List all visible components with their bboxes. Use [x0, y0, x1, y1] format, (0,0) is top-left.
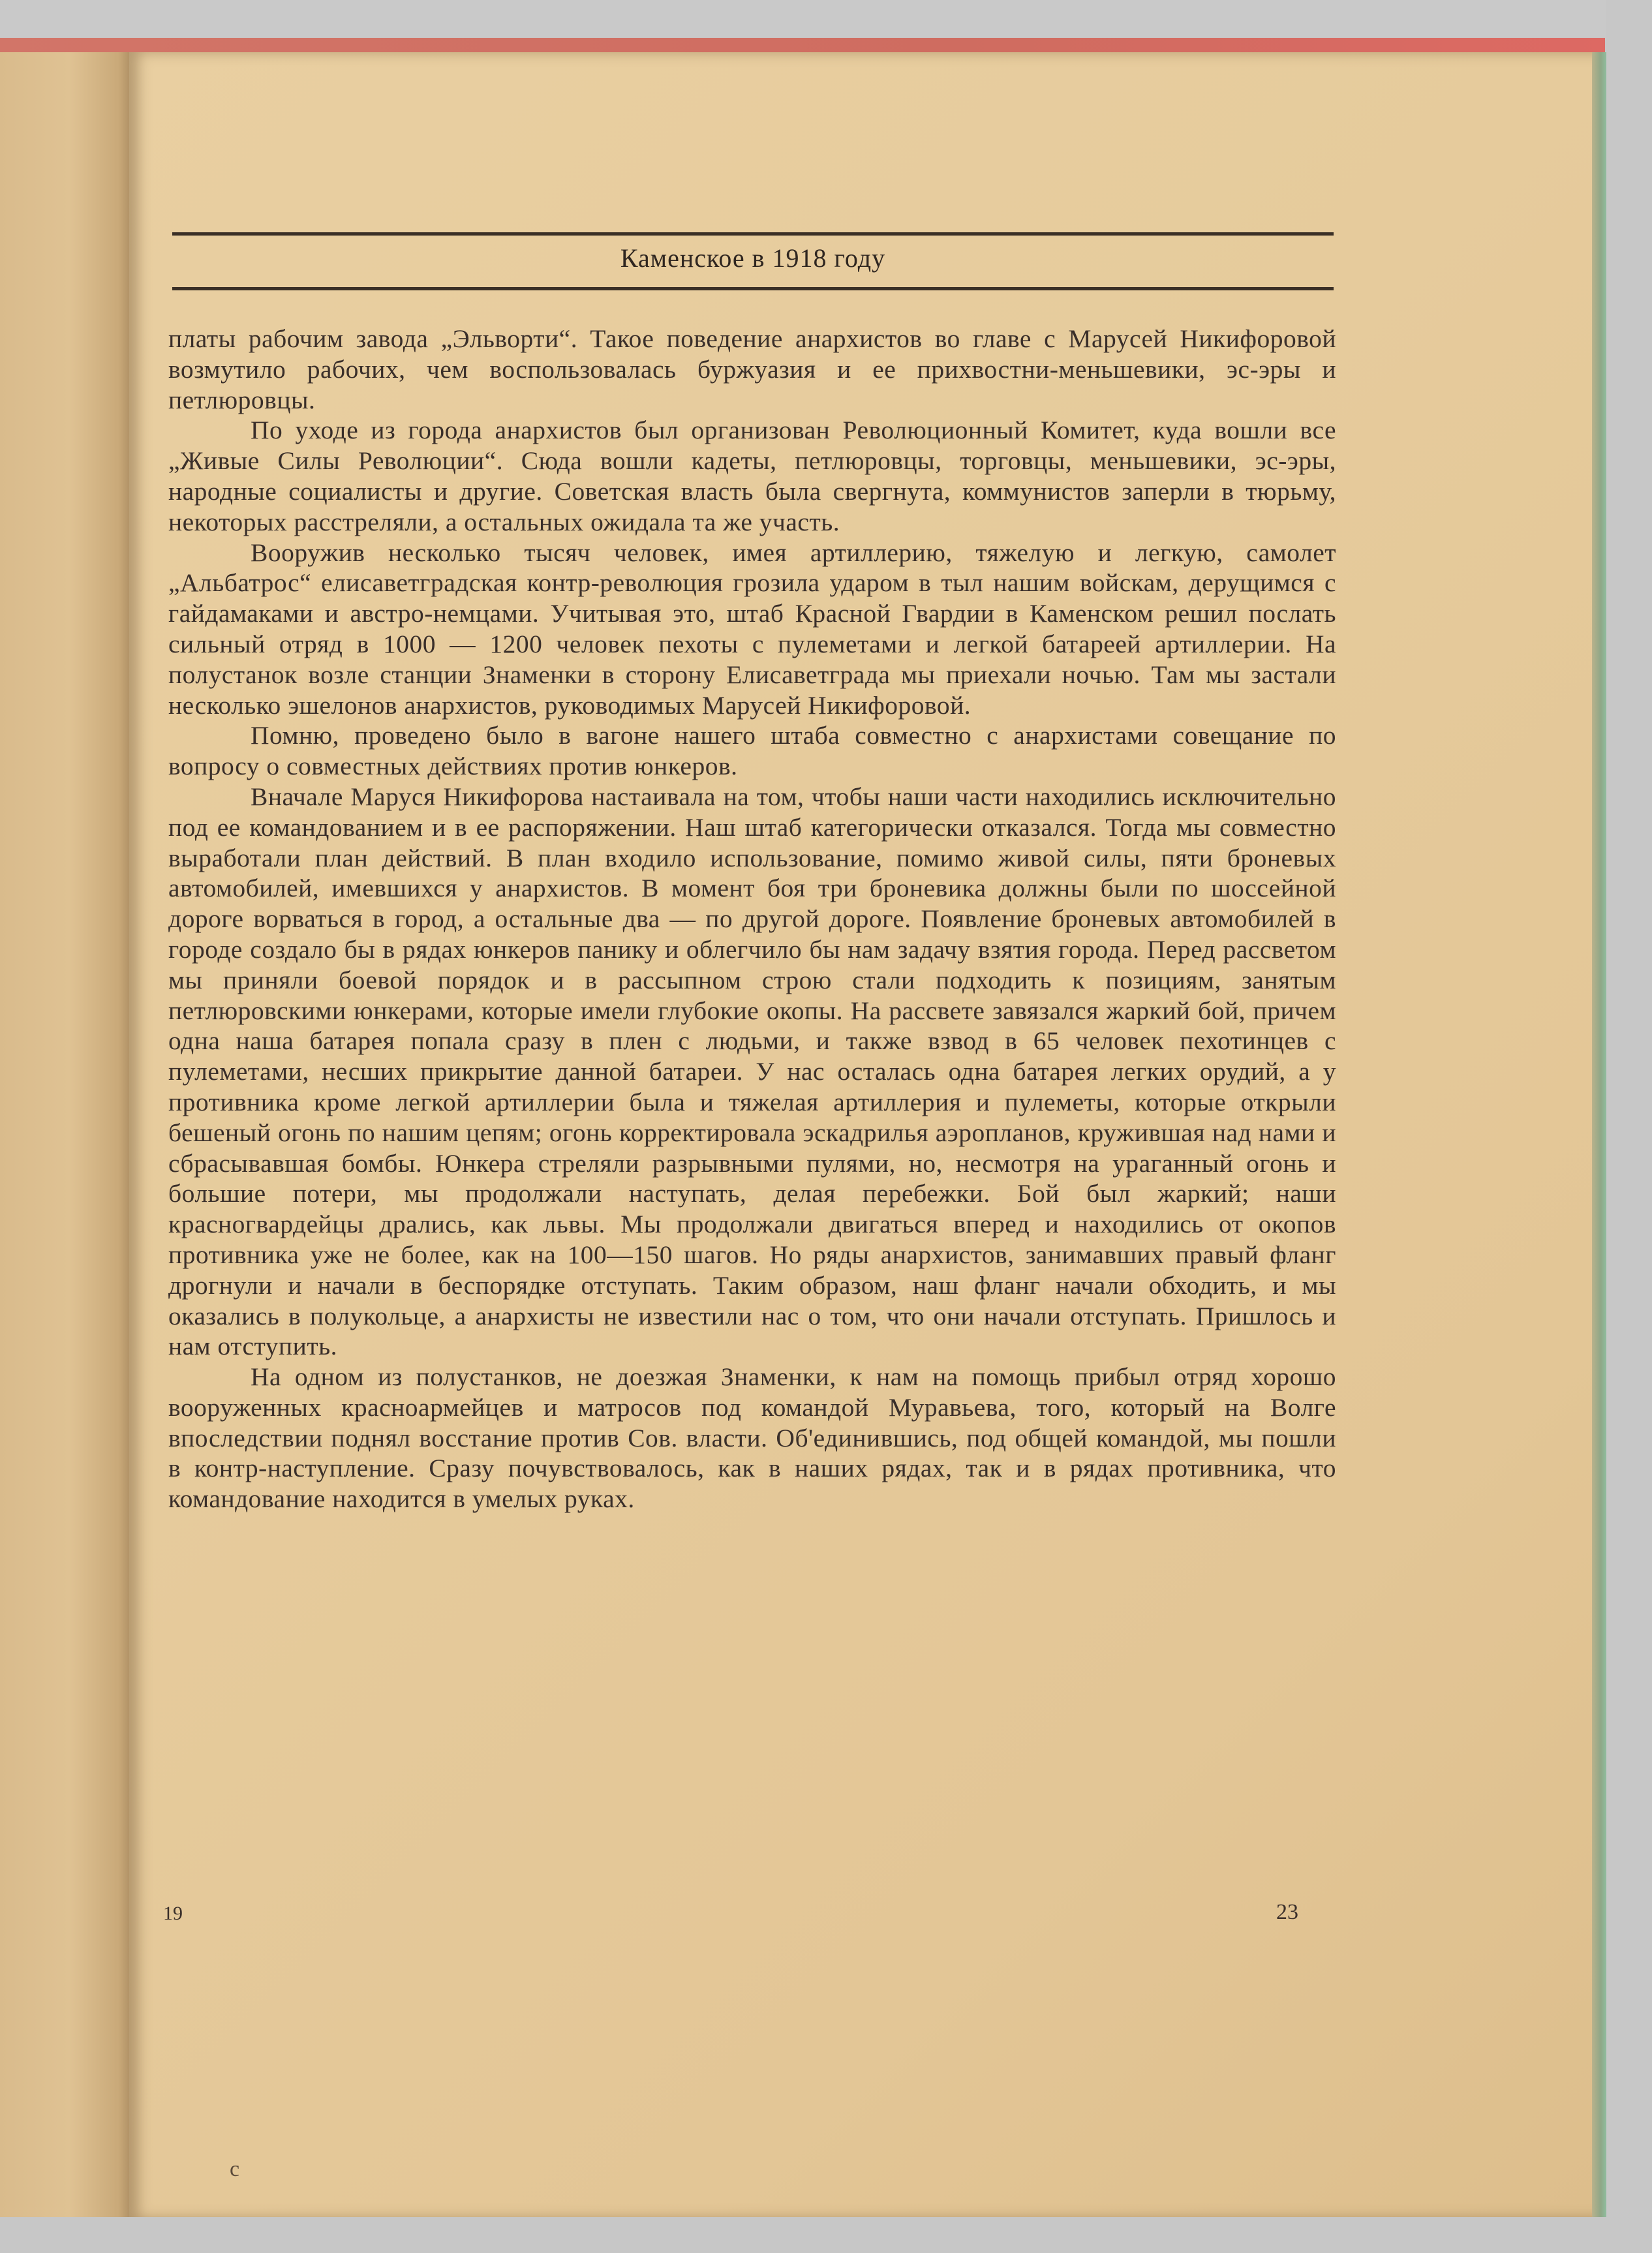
paragraph: платы рабочим завода „Эльворти“. Такое поведение анархистов во главе с Марусей Никифоровой возмутило рабочих, чем воспользовалась буржуазия и ее прихвостни-меньшевики, эс-эры и петлюровцы. [168, 324, 1336, 414]
scan-background-bottom [0, 2217, 1652, 2253]
header-rule-top [172, 232, 1334, 236]
left-page-edge [0, 52, 140, 2218]
green-cover-edge [1592, 52, 1606, 2218]
paragraph: Помню, проведено было в вагоне нашего штаба совместно с анархистами совещание по вопросу о совместных действиях против юнкеров. [168, 721, 1336, 781]
running-header: Каменское в 1918 году [620, 243, 886, 273]
paragraph: По уходе из города анархистов был организован Революционный Комитет, куда вошли все „Живые Силы Революции“. Сюда вошли кадеты, петлюровцы, торговцы, меньшевики, эс-эры, народные социалисты и другие. Советская власть была свергнута, коммунистов заперли в тюрьму, некоторых расстреляли, а остальных ожидала та же участь. [168, 416, 1336, 536]
paragraph: На одном из полустанков, не доезжая Знаменки, к нам на помощь прибыл отряд хорошо вооруженных красноармейцев и матросов под командой Муравьева, того, который на Волге впоследствии поднял восстание против Сов. власти. Об'единившись, под общей командой, мы пошли в контр-наступление. Сразу почувствовалось, как в наших рядах, так и в рядах противника, что командование находится в умелых руках. [168, 1362, 1336, 1514]
signature-mark: 19 [163, 1903, 183, 1924]
scan-background-right [1606, 0, 1652, 2253]
header-rule-bottom [172, 287, 1334, 290]
scan-background-top [0, 0, 1652, 40]
ink-smudge: c [230, 2157, 240, 2181]
paragraph: Вначале Маруся Никифорова настаивала на том, чтобы наши части находились исключительно под ее командованием и в ее распоряжении. Наш штаб категорически отказался. Тогда мы совместно выработали план действий. В план входило использование, помимо живой силы, пяти броневых автомобилей, имевшихся у анархистов. В момент боя три броневика должны были по шоссейной дороге ворваться в город, а остальные два — по другой дороге. Появление броневых автомобилей в городе создало бы в рядах юнкеров панику и облегчило бы нам задачу взятия города. Перед рассветом мы приняли боевой порядок и в рассыпном строю стали подходить к позициям, занятым петлюровскими юнкерами, которые имели глубокие окопы. На рассвете завязался жаркий бой, причем одна наша батарея попала сразу в плен с людьми, и также взвод в 65 человек пехотинцев с пулеметами, несших прикрытие данной батареи. У нас осталась одна батарея легких орудий, а у противника кроме легкой артиллерии была и тяжелая артиллерия и пулеметы, которые открыли бешеный огонь по нашим цепям; огонь корректировала эскадрилья аэропланов, кружившая над нами и сбрасывавшая бомбы. Юнкера стреляли разрывными пулями, но, несмотря на ураганный огонь и большие потери, мы продолжали наступать, делая перебежки. Бой был жаркий; наши красногвардейцы дрались, как львы. Мы продолжали двигаться вперед и находились от окопов противника уже не более, как на 100—150 шагов. Но ряды анархистов, занимавших правый фланг дрогнули и начали в беспорядке отступать. Таким образом, наш фланг начали обходить, и мы оказались в полукольце, а анархисты не известили нас о том, что они начали отступать. Пришлось и нам отступить. [168, 782, 1336, 1361]
page-number: 23 [1276, 1900, 1298, 1924]
body-text [168, 324, 1336, 1514]
paragraph: Вооружив несколько тысяч человек, имея артиллерию, тяжелую и легкую, самолет „Альбатрос“ елисаветградская контр-революция грозила ударом в тыл нашим войскам, дерущимся с гайдамаками и австро-немцами. Учитывая это, штаб Красной Гвардии в Каменском решил послать сильный отряд в 1000 — 1200 человек пехоты с пулеметами и легкой батареей артиллерии. На полустанок возле станции Знаменки в сторону Елисаветграда мы приехали ночью. Там мы застали несколько эшелонов анархистов, руководимых Марусей Никифоровой. [168, 538, 1336, 720]
